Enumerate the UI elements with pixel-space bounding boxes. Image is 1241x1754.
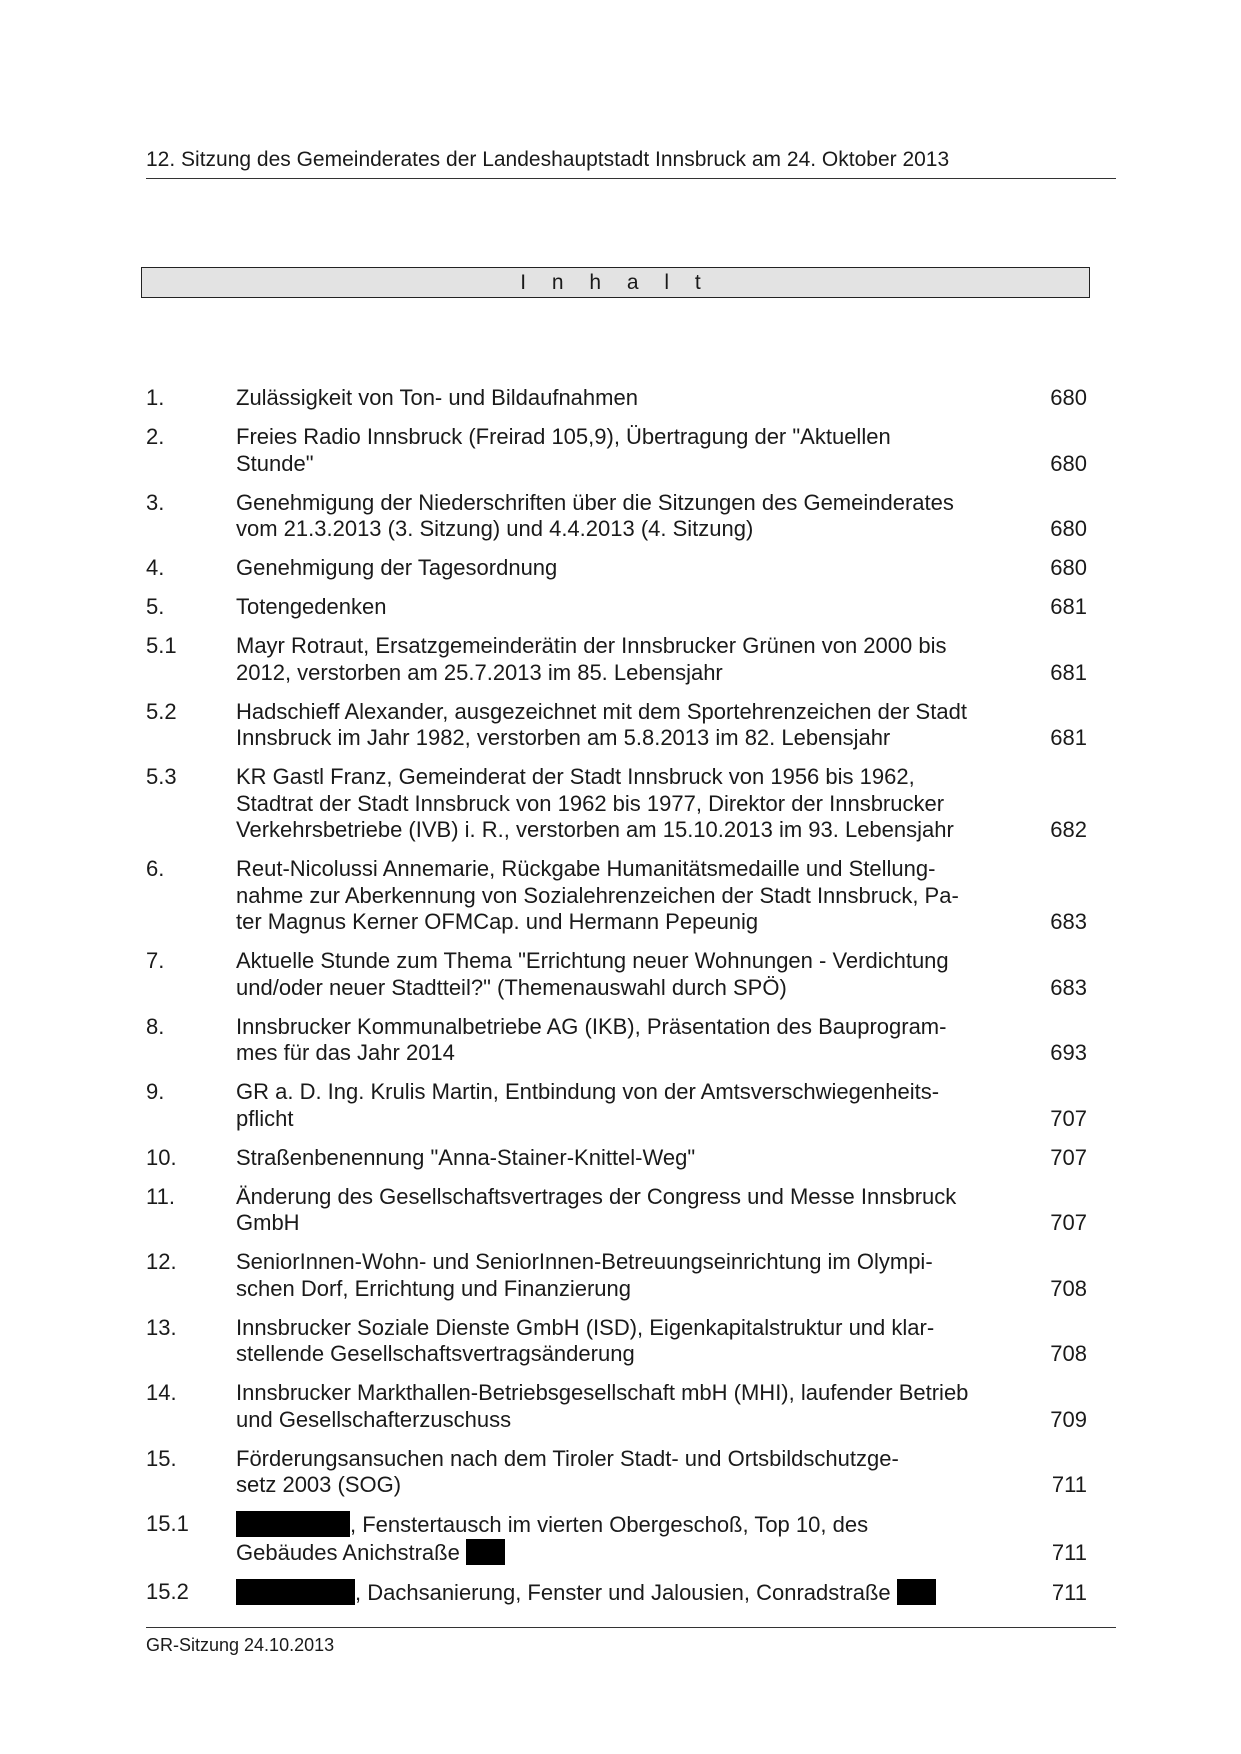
toc-entry-number: 7. xyxy=(146,948,165,973)
toc-entry-page: 683 xyxy=(1050,909,1087,934)
toc-entry-number: 1. xyxy=(146,385,165,410)
toc-entry[interactable] xyxy=(146,1184,1090,1237)
toc-entry-line: Zulässigkeit von Ton- und Bildaufnahmen xyxy=(236,385,638,410)
toc-entry-page: 680 xyxy=(1050,555,1087,580)
toc-entry-text xyxy=(236,1579,1016,1607)
toc-entry-number: 15.1 xyxy=(146,1511,189,1536)
page-header: 12. Sitzung des Gemeinderates der Landeshauptstadt Innsbruck am 24. Oktober 2013 xyxy=(146,146,1116,179)
toc-entry-text xyxy=(236,699,1016,752)
toc-entry-number: 4. xyxy=(146,555,165,580)
redacted-name xyxy=(236,1511,350,1537)
toc-entry-page: 681 xyxy=(1050,725,1087,750)
toc-entry-text xyxy=(236,1446,1016,1499)
redacted-house-number xyxy=(466,1539,505,1565)
toc-entry-line: Innsbrucker Soziale Dienste GmbH (ISD), Eigenkapitalstruktur und klar- xyxy=(236,1314,935,1340)
toc-entry-text xyxy=(236,1380,1016,1433)
toc-entry-number: 15.2 xyxy=(146,1578,189,1604)
toc-entry-number: 15. xyxy=(146,1445,177,1471)
toc-entry-text xyxy=(236,1145,1016,1172)
toc-entry-page: 707 xyxy=(1050,1144,1087,1170)
toc-entry-page: 680 xyxy=(1050,516,1087,541)
toc-entry[interactable] xyxy=(146,633,1090,686)
toc-entry-page: 708 xyxy=(1050,1341,1087,1366)
toc-entry-page: 711 xyxy=(1051,1472,1087,1497)
toc-entry-number: 3. xyxy=(146,489,165,515)
toc-entry[interactable] xyxy=(146,1315,1090,1368)
toc-entry-line: Aktuelle Stunde zum Thema "Errichtung neuer Wohnungen - Verdichtung xyxy=(236,948,949,973)
toc-entry-number: 6. xyxy=(146,856,165,881)
toc-entry-number: 14. xyxy=(146,1380,177,1405)
toc-entry-text xyxy=(236,490,1016,543)
toc-entry[interactable] xyxy=(146,1446,1090,1499)
toc-entry-line: mes für das Jahr 2014 xyxy=(236,1040,455,1065)
toc-entry-page: 711 xyxy=(1051,1539,1087,1565)
toc-entry[interactable] xyxy=(146,1079,1090,1132)
toc-entry-text xyxy=(236,856,1016,936)
toc-entry-number: 2. xyxy=(146,424,165,449)
toc-entry-line: Mayr Rotraut, Ersatzgemeinderätin der Innsbrucker Grünen von 2000 bis xyxy=(236,633,947,658)
toc-entry-number: 5. xyxy=(146,594,165,619)
toc-entry-page: 693 xyxy=(1050,1040,1087,1065)
toc-entry-number: 10. xyxy=(146,1144,177,1170)
toc-entry-page: 680 xyxy=(1050,385,1087,410)
toc-entry-text xyxy=(236,1511,1016,1566)
toc-entry-line: setz 2003 (SOG) xyxy=(236,1472,402,1497)
toc-entry[interactable] xyxy=(146,1145,1090,1172)
toc-entry-line: und Gesellschafterzuschuss xyxy=(236,1406,512,1432)
toc-entry-text xyxy=(236,633,1016,686)
toc-entry[interactable] xyxy=(146,490,1090,543)
toc-entry-number: 11. xyxy=(146,1183,175,1209)
toc-entry-page: 681 xyxy=(1050,594,1087,619)
toc-entry-text xyxy=(236,764,1016,844)
toc-entry-number: 5.1 xyxy=(146,633,177,658)
toc-entry-number: 8. xyxy=(146,1013,165,1039)
toc-entry-line: Totengedenken xyxy=(236,594,387,619)
toc-entry-line: Stunde" xyxy=(236,450,314,476)
toc-entry-page: 683 xyxy=(1050,974,1087,1000)
toc-entry-line: stellende Gesellschaftsvertragsänderung xyxy=(236,1341,635,1366)
toc-entry-line: Stadtrat der Stadt Innsbruck von 1962 bis 1977, Direktor der Innsbrucker xyxy=(236,790,945,816)
toc-entry-number: 12. xyxy=(146,1249,177,1274)
toc-entry-line: Innsbrucker Kommunalbetriebe AG (IKB), Präsentation des Bauprogram- xyxy=(236,1013,947,1039)
toc-entry[interactable] xyxy=(146,856,1090,936)
toc-entry-text xyxy=(236,1184,1016,1237)
toc-entry-text xyxy=(236,1079,1016,1132)
toc-entry-line: Gebäudes Anichstraße xyxy=(236,1539,1016,1567)
toc-entry-page: 711 xyxy=(1051,1579,1087,1605)
toc-entry-line: , Dachsanierung, Fenster und Jalousien, Conradstraße xyxy=(236,1579,1016,1607)
toc-entry-page: 707 xyxy=(1050,1105,1087,1131)
toc-entry-page: 709 xyxy=(1050,1406,1087,1432)
toc-entry-line: Änderung des Gesellschaftsvertrages der Congress und Messe Innsbruck xyxy=(236,1183,957,1209)
toc-entry-line: Verkehrsbetriebe (IVB) i. R., verstorben am 15.10.2013 im 93. Lebensjahr xyxy=(236,817,954,842)
toc-entry-number: 13. xyxy=(146,1314,177,1340)
toc-entry-line: GR a. D. Ing. Krulis Martin, Entbindung von der Amtsverschwiegenheits- xyxy=(236,1079,940,1104)
toc-entry[interactable] xyxy=(146,699,1090,752)
toc-entry-number: 9. xyxy=(146,1079,165,1104)
toc-entry-line: pflicht xyxy=(236,1105,294,1131)
table-of-contents xyxy=(146,385,1090,1619)
toc-entry[interactable] xyxy=(146,1014,1090,1067)
toc-entry-text xyxy=(236,948,1016,1001)
toc-entry-15-2[interactable] xyxy=(146,1579,1090,1607)
toc-entry[interactable] xyxy=(146,1249,1090,1302)
toc-entry[interactable] xyxy=(146,424,1090,477)
toc-entry-text xyxy=(236,1249,1016,1302)
toc-entry-page: 682 xyxy=(1050,817,1087,842)
toc-entry-line: Innsbrucker Markthallen-Betriebsgesellschaft mbH (MHI), laufender Betrieb xyxy=(236,1380,969,1405)
toc-entry-page: 707 xyxy=(1050,1210,1087,1235)
toc-entry[interactable] xyxy=(146,948,1090,1001)
toc-entry-line: Genehmigung der Niederschriften über die Sitzungen des Gemeinderates xyxy=(236,489,954,515)
toc-entry-line: Hadschieff Alexander, ausgezeichnet mit dem Sportehrenzeichen der Stadt xyxy=(236,698,967,724)
toc-list xyxy=(146,385,1090,1499)
redacted-name xyxy=(236,1579,355,1605)
toc-entry-number: 5.2 xyxy=(146,698,177,724)
toc-entry-line: KR Gastl Franz, Gemeinderat der Stadt Innsbruck von 1956 bis 1962, xyxy=(236,764,915,789)
contents-title: I n h a l t xyxy=(141,267,1090,298)
toc-entry-line: Reut-Nicolussi Annemarie, Rückgabe Humanitätsmedaille und Stellung- xyxy=(236,856,936,881)
toc-entry-number: 5.3 xyxy=(146,764,177,789)
toc-entry-line: , Fenstertausch im vierten Obergeschoß, Top 10, des xyxy=(236,1511,1016,1539)
toc-entry-page: 708 xyxy=(1050,1275,1087,1301)
toc-entry[interactable] xyxy=(146,555,1090,582)
toc-entry-page: 681 xyxy=(1050,659,1087,685)
toc-entry-line: Genehmigung der Tagesordnung xyxy=(236,555,558,580)
toc-entry-line: GmbH xyxy=(236,1210,300,1235)
toc-entry-text xyxy=(236,1014,1016,1067)
toc-entry-line: Förderungsansuchen nach dem Tiroler Stadt- und Ortsbildschutzge- xyxy=(236,1445,899,1471)
toc-entry-text xyxy=(236,555,1016,582)
toc-entry-line: vom 21.3.2013 (3. Sitzung) und 4.4.2013 (4. Sitzung) xyxy=(236,516,754,541)
toc-entry-line: SeniorInnen-Wohn- und SeniorInnen-Betreuungseinrichtung im Olympi- xyxy=(236,1249,933,1274)
toc-entry-line: ter Magnus Kerner OFMCap. und Hermann Pepeunig xyxy=(236,909,759,934)
toc-entry-line: nahme zur Aberkennung von Sozialehrenzeichen der Stadt Innsbruck, Pa- xyxy=(236,882,959,908)
toc-entry-15-1[interactable] xyxy=(146,1511,1090,1566)
toc-entry-line: Innsbruck im Jahr 1982, verstorben am 5.8.2013 im 82. Lebensjahr xyxy=(236,725,891,750)
toc-entry-text xyxy=(236,385,1016,412)
toc-entry[interactable] xyxy=(146,764,1090,844)
toc-entry-line: schen Dorf, Errichtung und Finanzierung xyxy=(236,1275,631,1301)
toc-entry[interactable] xyxy=(146,1380,1090,1433)
toc-entry-text xyxy=(236,594,1016,621)
toc-entry[interactable] xyxy=(146,385,1090,412)
toc-entry-text xyxy=(236,1315,1016,1368)
toc-entry[interactable] xyxy=(146,594,1090,621)
toc-entry-text xyxy=(236,424,1016,477)
redacted-house-number xyxy=(897,1579,936,1605)
toc-entry-page: 680 xyxy=(1050,450,1087,476)
toc-entry-line: Straßenbenennung "Anna-Stainer-Knittel-Weg" xyxy=(236,1144,696,1170)
toc-entry-line: und/oder neuer Stadtteil?" (Themenauswahl durch SPÖ) xyxy=(236,974,787,1000)
toc-entry-line: 2012, verstorben am 25.7.2013 im 85. Lebensjahr xyxy=(236,659,723,685)
page-footer: GR-Sitzung 24.10.2013 xyxy=(146,1627,1116,1656)
toc-entry-line: Freies Radio Innsbruck (Freirad 105,9), Übertragung der "Aktuellen xyxy=(236,424,891,449)
